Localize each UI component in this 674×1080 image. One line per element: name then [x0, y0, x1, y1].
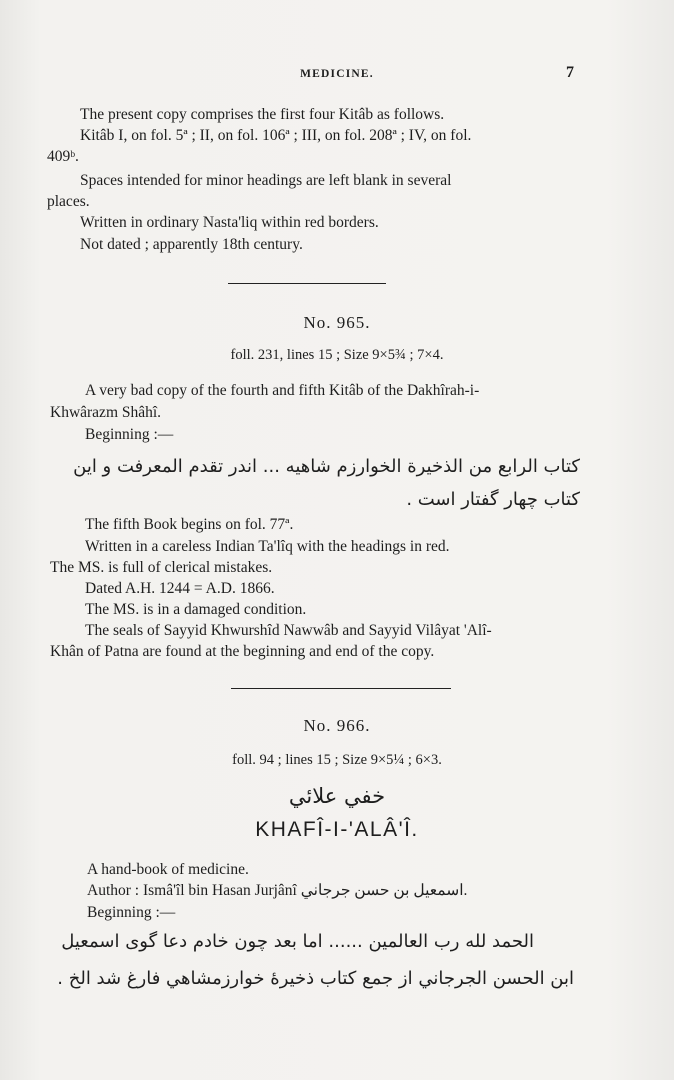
text-line: Not dated ; apparently 18th century. — [80, 236, 303, 253]
text-line: The MS. is full of clerical mistakes. — [50, 559, 273, 576]
text-line: 409ᵇ. — [47, 148, 79, 165]
entry-number: No. 965. — [303, 313, 371, 332]
text-line: Khwârazm Shâhî. — [50, 404, 162, 421]
text-line: Spaces intended for minor headings are left blank in several — [80, 172, 452, 189]
text-line: A hand-book of medicine. — [87, 861, 249, 878]
text-line: The fifth Book begins on fol. 77ª. — [85, 516, 294, 533]
arabic-incipit-line: كتاب الرابع من الذخيرة الخوارزم شاهيه ... اندر تقدم المعرفت و اين — [73, 456, 580, 477]
page-number: 7 — [566, 64, 574, 81]
text-line: Beginning :— — [87, 904, 176, 921]
text-line: The present copy comprises the first four Kitâb as follows. — [80, 106, 445, 123]
text-line: A very bad copy of the fourth and fifth Kitâb of the Dakhîrah-i- — [85, 382, 480, 399]
section-divider — [231, 688, 451, 689]
arabic-incipit-line: الحمد لله رب العالمين ...... اما بعد چون خادم دعا گوی اسمعيل — [61, 931, 534, 952]
running-head: MEDICINE. — [300, 68, 374, 80]
text-line: The MS. is in a damaged condition. — [85, 601, 307, 618]
entry-collation: foll. 94 ; lines 15 ; Size 9×5¼ ; 6×3. — [232, 752, 442, 768]
text-line: Khân of Patna are found at the beginning and end of the copy. — [50, 643, 435, 660]
section-divider — [228, 283, 386, 284]
text-line: places. — [47, 193, 90, 210]
text-line: Dated A.H. 1244 = A.D. 1866. — [85, 580, 275, 597]
text-line: Written in ordinary Nasta'liq within red borders. — [80, 214, 379, 231]
text-line: Written in a careless Indian Ta'lîq with the headings in red. — [85, 538, 450, 555]
entry-collation: foll. 231, lines 15 ; Size 9×5¾ ; 7×4. — [230, 347, 444, 363]
work-title-arabic: خفي علائي — [288, 784, 386, 808]
text-line: The seals of Sayyid Khwurshîd Nawwâb and Sayyid Vilâyat 'Alî- — [85, 622, 492, 639]
entry-number: No. 966. — [303, 716, 371, 735]
text-line: Kitâb I, on fol. 5ª ; II, on fol. 106ª ; III, on fol. 208ª ; IV, on fol. — [80, 127, 472, 144]
work-title: KHAFÎ-I-'ALÂ'Î. — [255, 818, 419, 841]
arabic-incipit-line: ابن الحسن الجرجاني از جمع كتاب ذخيرهٔ خوارزمشاهي فارغ شد الخ . — [57, 968, 574, 989]
text-line: Beginning :— — [85, 426, 174, 443]
text-line: Author : Ismâ'îl bin Hasan Jurjânî اسمعيل بن حسن جرجاني. — [87, 882, 468, 899]
arabic-incipit-line: كتاب چهار گفتار است . — [406, 489, 580, 510]
